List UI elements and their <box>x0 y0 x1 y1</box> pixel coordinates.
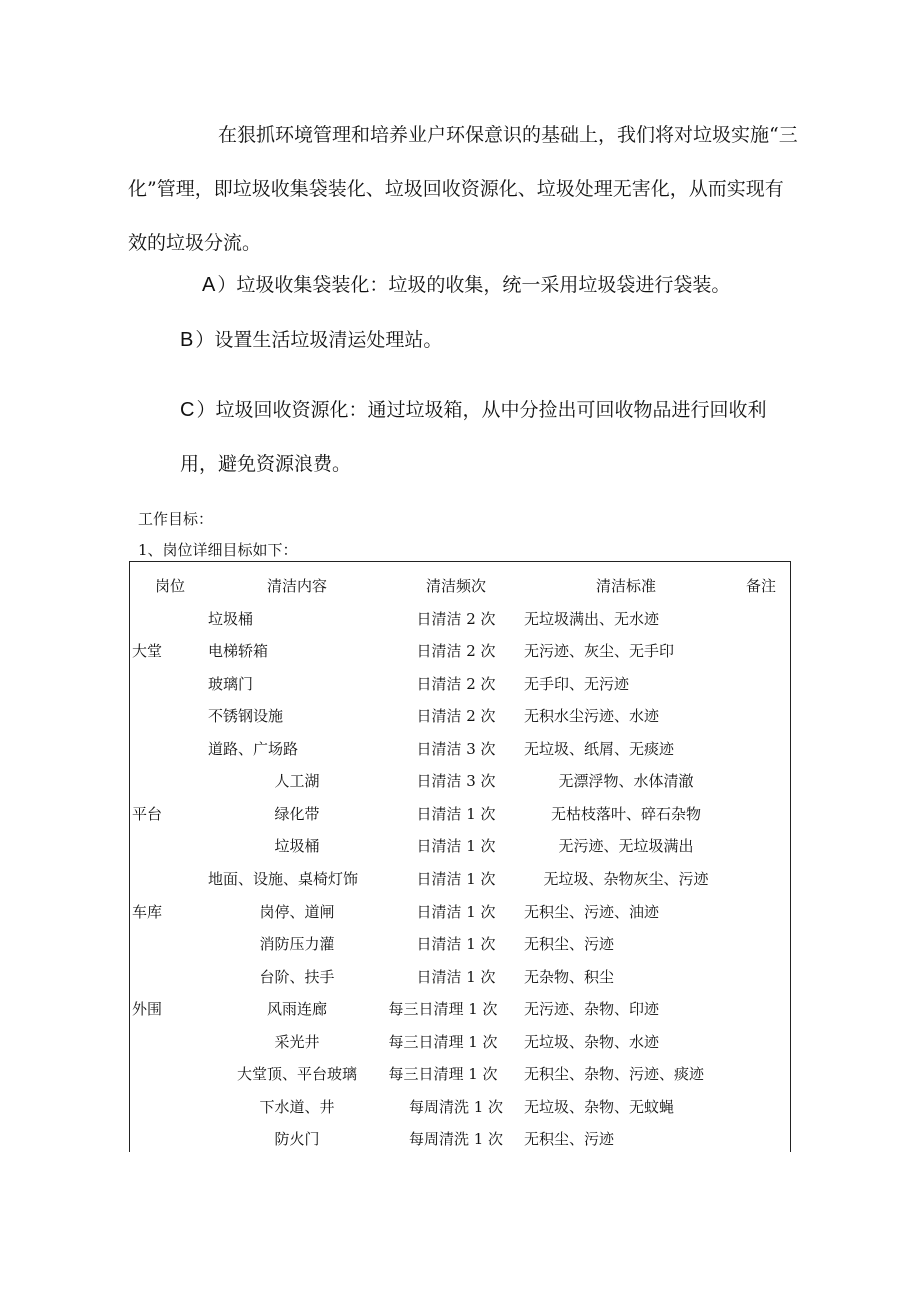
row-content: 绿化带 <box>274 805 320 823</box>
row-standard: 无垃圾满出、无水迹 <box>524 610 660 628</box>
row-content: 地面、设施、桌椅灯饰 <box>208 870 359 888</box>
row-frequency: 日清洁 3 次 <box>416 772 496 790</box>
row-standard: 无垃圾、杂物、水迹 <box>524 1033 660 1051</box>
row-content: 玻璃门 <box>208 675 254 693</box>
item-a-text: ）垃圾收集袋装化：垃圾的收集，统一采用垃圾袋进行袋装。 <box>217 274 731 296</box>
item-c-text: ）垃圾回收资源化：通过垃圾箱，从中分捡出可回收物品进行回收利用，避免资源浪费。 <box>180 399 767 475</box>
row-content: 岗停、道闸 <box>259 903 335 921</box>
row-content: 垃圾桶 <box>208 610 254 628</box>
header-content: 清洁内容 <box>266 577 328 595</box>
row-content: 电梯轿箱 <box>208 642 269 660</box>
row-frequency: 日清洁 2 次 <box>416 610 496 628</box>
item-b <box>180 313 442 367</box>
item-b-text: ）设置生活垃圾清运处理站。 <box>195 329 443 351</box>
row-frequency: 日清洁 1 次 <box>416 903 496 921</box>
section-platform: 平台 <box>132 805 163 823</box>
row-standard: 无积尘、污迹 <box>524 1130 615 1148</box>
item-a-marker: A <box>202 274 216 296</box>
row-content: 下水道、井 <box>259 1098 335 1116</box>
row-content: 台阶、扶手 <box>259 968 335 986</box>
header-post: 岗位 <box>154 577 186 595</box>
row-frequency: 日清洁 1 次 <box>416 870 496 888</box>
row-frequency: 日清洁 1 次 <box>416 935 496 953</box>
row-frequency: 日清洁 1 次 <box>416 968 496 986</box>
item-a <box>202 258 730 312</box>
row-content: 大堂顶、平台玻璃 <box>236 1065 358 1083</box>
row-content: 采光井 <box>274 1033 320 1051</box>
header-standard: 清洁标准 <box>595 577 657 595</box>
row-standard: 无积尘、污迹 <box>524 935 615 953</box>
row-frequency: 每三日清理 1 次 <box>388 1000 498 1018</box>
cleaning-table <box>129 561 791 1152</box>
header-remark: 备注 <box>745 577 777 595</box>
row-content: 人工湖 <box>274 772 320 790</box>
row-content: 道路、广场路 <box>208 740 299 758</box>
row-standard: 无漂浮物、水体清澈 <box>558 772 694 790</box>
section-garage: 车库 <box>132 903 163 921</box>
row-standard: 无积水尘污迹、水迹 <box>524 707 660 725</box>
row-standard: 无垃圾、杂物、无蚊蝇 <box>524 1098 675 1116</box>
item-b-marker: B <box>180 329 194 351</box>
row-content: 防火门 <box>274 1130 320 1148</box>
row-standard: 无手印、无污迹 <box>524 675 630 693</box>
row-content: 消防压力灌 <box>259 935 335 953</box>
row-frequency: 日清洁 2 次 <box>416 675 496 693</box>
row-frequency: 日清洁 3 次 <box>416 740 496 758</box>
row-content: 风雨连廊 <box>266 1000 328 1018</box>
section-exterior: 外围 <box>132 1000 163 1018</box>
row-frequency: 每周清洗 1 次 <box>408 1098 504 1116</box>
row-content: 不锈钢设施 <box>208 707 284 725</box>
sub-heading: 1、岗位详细目标如下： <box>138 541 298 559</box>
work-goal-label: 工作目标： <box>138 510 214 528</box>
intro-paragraph: 在狠抓环境管理和培养业户环保意识的基础上，我们将对垃圾实施“三化”管理，即垃圾收集袋装化、垃圾回收资源化、垃圾处理无害化，从而实现有效的垃圾分流。 <box>128 124 798 254</box>
row-frequency: 日清洁 2 次 <box>416 707 496 725</box>
row-standard: 无垃圾、杂物灰尘、污迹 <box>543 870 709 888</box>
row-frequency: 日清洁 2 次 <box>416 642 496 660</box>
header-frequency: 清洁频次 <box>425 577 487 595</box>
row-content: 垃圾桶 <box>274 837 320 855</box>
row-standard: 无积尘、杂物、污迹、痰迹 <box>524 1065 705 1083</box>
row-standard: 无污迹、无垃圾满出 <box>558 837 694 855</box>
section-lobby: 大堂 <box>132 642 163 660</box>
item-c <box>180 383 800 491</box>
row-standard: 无污迹、灰尘、无手印 <box>524 642 675 660</box>
row-standard: 无污迹、杂物、印迹 <box>524 1000 660 1018</box>
row-standard: 无积尘、污迹、油迹 <box>524 903 660 921</box>
row-standard: 无垃圾、纸屑、无痰迹 <box>524 740 675 758</box>
row-frequency: 每三日清理 1 次 <box>388 1065 498 1083</box>
row-frequency: 每周清洗 1 次 <box>408 1130 504 1148</box>
row-standard: 无枯枝落叶、碎石杂物 <box>550 805 702 823</box>
row-frequency: 每三日清理 1 次 <box>388 1033 498 1051</box>
row-frequency: 日清洁 1 次 <box>416 805 496 823</box>
row-standard: 无杂物、积尘 <box>524 968 615 986</box>
item-c-marker: C <box>180 399 195 421</box>
row-frequency: 日清洁 1 次 <box>416 837 496 855</box>
